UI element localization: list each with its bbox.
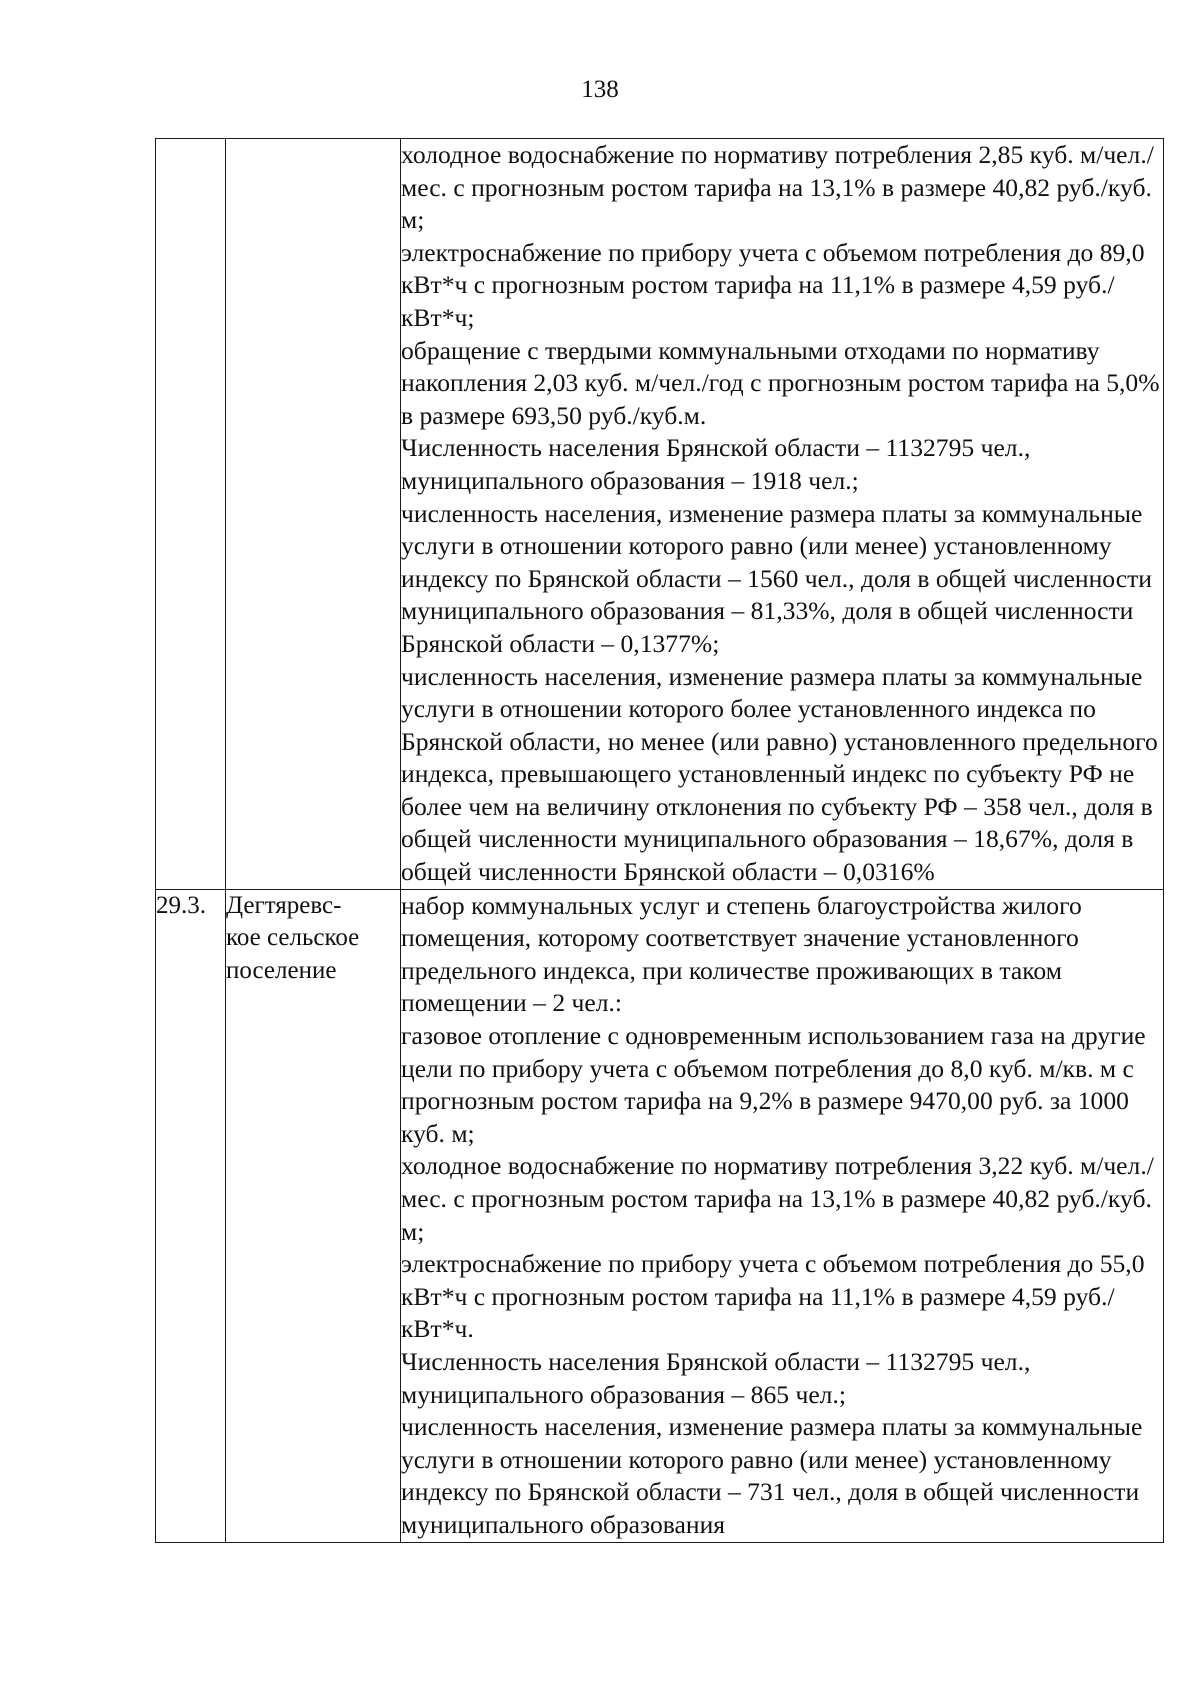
paragraph: численность населения, изменение размера платы за коммунальные услуги в отношении которого более установленного индекса по Брянской области, но менее (или равно) установленного предельного индекса, превышающего установленный индекс по субъекту РФ не более чем на величину отклонения по субъекту РФ – 358 чел., доля в общей численности муниципального образования – 18,67%, доля в общей численности Брянской области – 0,0316%	[401, 661, 1158, 887]
row-number-cell	[156, 139, 226, 890]
municipality-name-line: Дегтяревс-	[226, 891, 342, 919]
municipality-name-line: поселение	[226, 956, 337, 984]
paragraph: набор коммунальных услуг и степень благоустройства жилого помещения, которому соответствует значение установленного предельного индекса, при количестве проживающих в таком помещении – 2 чел.:	[401, 890, 1082, 1018]
description-cell	[401, 889, 1164, 1542]
municipality-name-line: кое сельское	[226, 924, 360, 952]
paragraph: численность населения, изменение размера платы за коммунальные услуги в отношении которого равно (или менее) установленному индексу по Брянской области – 1560 чел., доля в общей численности муниципального образования – 81,33%, доля в общей численности Брянской области – 0,1377%;	[401, 498, 1152, 658]
tariff-table	[155, 138, 1164, 1543]
paragraph: холодное водоснабжение по нормативу потребления 2,85 куб. м/чел./мес. с прогнозным ростом тарифа на 13,1% в размере 40,82 руб./куб. м;	[401, 140, 1154, 235]
paragraph: газовое отопление с одновременным использованием газа на другие цели по прибору учета с объемом потребления до 8,0 куб. м/кв. м с прогнозным ростом тарифа на 9,2% в размере 9470,00 руб. за 1000 куб. м;	[401, 1021, 1146, 1148]
paragraph: Численность населения Брянской области – 1132795 чел., муниципального образования – 1918 чел.;	[401, 433, 1031, 495]
table-row	[156, 889, 1164, 1542]
paragraph: обращение с твердыми коммунальными отходами по нормативу накопления 2,03 куб. м/чел./год с прогнозным ростом тарифа на 5,0% в размере 693,50 руб./куб.м.	[401, 335, 1160, 430]
table-row	[156, 139, 1164, 890]
paragraph: электроснабжение по прибору учета с объемом потребления до 89,0 кВт*ч с прогнозным ростом тарифа на 11,1% в размере 4,59 руб./кВт*ч;	[401, 237, 1145, 332]
description-cell	[401, 139, 1164, 890]
municipality-name-cell	[226, 139, 401, 890]
row-number-cell: 29.3.	[156, 889, 226, 1542]
paragraph: холодное водоснабжение по нормативу потребления 3,22 куб. м/чел./мес. с прогнозным ростом тарифа на 13,1% в размере 40,82 руб./куб. м;	[401, 1151, 1154, 1246]
paragraph: электроснабжение по прибору учета с объемом потребления до 55,0 кВт*ч с прогнозным ростом тарифа на 11,1% в размере 4,59 руб./кВт*ч.	[401, 1249, 1145, 1344]
page-number: 138	[581, 76, 619, 103]
paragraph: численность населения, изменение размера платы за коммунальные услуги в отношении которого равно (или менее) установленному индексу по Брянской области – 731 чел., доля в общей численности муниципального образования	[401, 1412, 1143, 1539]
municipality-name-cell	[226, 889, 401, 1542]
paragraph: Численность населения Брянской области – 1132795 чел., муниципального образования – 865 чел.;	[401, 1346, 1031, 1409]
